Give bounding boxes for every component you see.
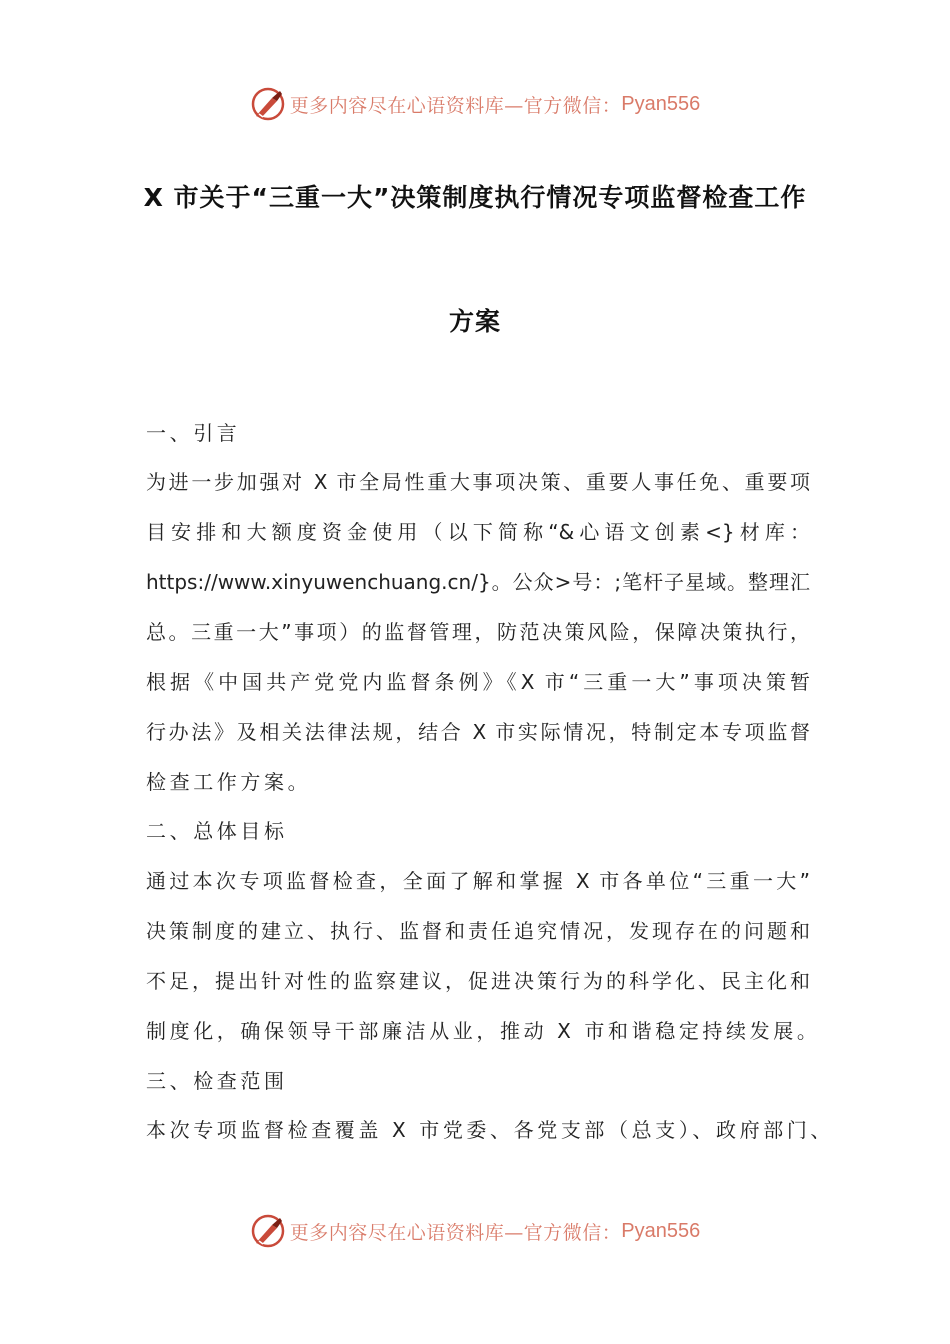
document-title-line-1: X 市关于“三重一大”决策制度执行情况专项监督检查工作 <box>143 183 807 212</box>
wechat-id: Pyan556 <box>621 92 701 115</box>
paragraph-line: 总。三重一大”事项）的监督管理，防范决策风险，保障决策执行， <box>146 620 810 644</box>
paragraph-line: 行办法》及相关法律法规，结合 X 市实际情况，特制定本专项监督 <box>146 720 810 744</box>
paragraph-line: 目安排和大额度资金使用（以下简称“&心语文创素<}材库： <box>146 520 810 544</box>
wechat-id: Pyan556 <box>621 1219 701 1242</box>
banner-text: 更多内容尽在心语资料库—官方微信： <box>289 94 622 117</box>
header-banner <box>0 84 950 124</box>
pen-nib-logo-icon <box>250 1213 286 1249</box>
paragraph-line: 不足，提出针对性的监察建议，促进决策行为的科学化、民主化和 <box>146 969 810 993</box>
paragraph-line: https://www.xinyuwenchuang.cn/}。公众>号：;笔杆子星域。整理汇 <box>146 570 810 594</box>
paragraph-line: 决策制度的建立、执行、监督和责任追究情况，发现存在的问题和 <box>146 919 810 943</box>
section-heading-scope: 三、检查范围 <box>146 1069 288 1093</box>
section-heading-intro: 一、引言 <box>146 421 241 445</box>
footer-banner <box>0 1211 950 1251</box>
paragraph-line: 根据《中国共产党党内监督条例》《X 市“三重一大”事项决策暂 <box>146 670 810 694</box>
banner-text: 更多内容尽在心语资料库—官方微信： <box>289 1221 622 1244</box>
paragraph-line: 制度化，确保领导干部廉洁从业，推动 X 市和谐稳定持续发展。 <box>146 1019 821 1043</box>
paragraph-line: 为进一步加强对 X 市全局性重大事项决策、重要人事任免、重要项 <box>146 470 810 494</box>
paragraph-line: 本次专项监督检查覆盖 X 市党委、各党支部（总支）、政府部门、 <box>146 1118 835 1142</box>
paragraph-line: 通过本次专项监督检查，全面了解和掌握 X 市各单位“三重一大” <box>146 869 810 893</box>
document-title-line-2: 方案 <box>448 307 501 336</box>
section-heading-goals: 二、总体目标 <box>146 819 288 843</box>
paragraph-line: 检查工作方案。 <box>146 770 312 794</box>
pen-nib-logo-icon <box>250 86 286 122</box>
